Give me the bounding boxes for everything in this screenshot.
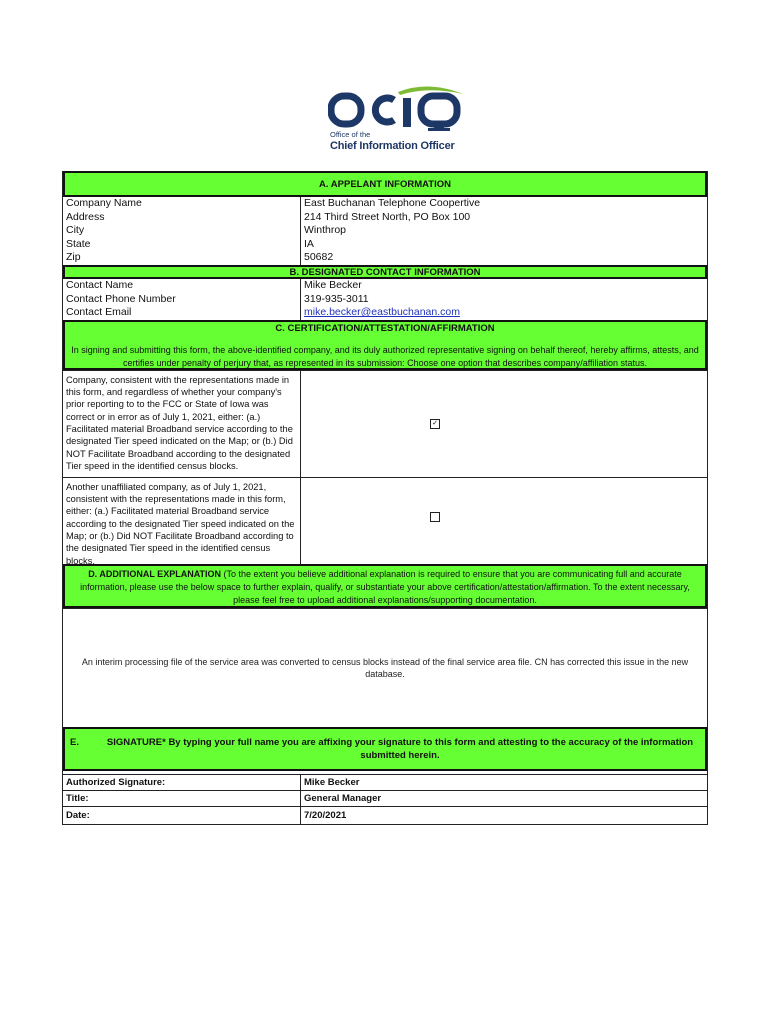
field-label: Zip [63, 251, 301, 265]
field-label: Contact Email [63, 306, 301, 320]
appeal-form [62, 171, 708, 825]
field-value: 319-935-3011 [304, 292, 369, 305]
field-label: Date: [63, 807, 301, 824]
table-row [63, 251, 707, 265]
table-row [63, 197, 707, 211]
ocio-logo [328, 86, 473, 156]
field-value: IA [304, 237, 314, 250]
option-text: Another unaffiliated company, as of July 1, 2021, consistent with the representations made in this form, either: (a.) Facilitated material Broadband service according to the designated Tier speed indicated on the Map; or (b.) Did NOT Facilitate Broadband according to the designated Tier speed in the identified census blocks. [63, 478, 301, 564]
title-field[interactable]: General Manager [304, 792, 382, 804]
contact-email-link[interactable]: mike.becker@eastbuchanan.com [304, 306, 460, 319]
field-value: East Buchanan Telephone Coopertive [304, 197, 481, 209]
explanation-text: An interim processing file of the service area was converted to census blocks instead of the final service area file. CN has corrected this issue in the new database. [81, 656, 689, 680]
section-b-header: B. DESIGNATED CONTACT INFORMATION [63, 265, 707, 279]
option-unaffiliated [63, 477, 707, 564]
table-row [63, 224, 707, 238]
field-label: Title: [63, 791, 301, 806]
table-row [63, 293, 707, 307]
section-d-text: (To the extent you believe additional explanation is required to ensure that you are communicating full and accurate information, please use the below space to further explain, qualify, or substantiate your above certification/attestation/affirmation. To the extent necessary, please feel free to upload additional explanations/supporting documentation. [80, 568, 690, 605]
field-value: Winthrop [304, 224, 347, 237]
table-row [63, 806, 707, 824]
logo-title: Chief Information Officer [330, 140, 455, 152]
table-row [63, 306, 707, 320]
field-value: 214 Third Street North, PO Box 100 [304, 210, 471, 223]
section-e-letter: E. [70, 736, 79, 748]
field-label: Company Name [63, 197, 301, 211]
field-label: Authorized Signature: [63, 775, 301, 790]
option-checkbox-cell [301, 371, 707, 477]
signature-text: SIGNATURE* By typing your full name you are affixing your signature to this form and attesting to the accuracy of the information submitted herein. [106, 736, 694, 761]
certification-text: In signing and submitting this form, the above-identified company, and its duly authorized representative signing on behalf thereof, hereby affirms, attests, and certifies under penalty of perjury that, as represented in its submission: Choose one option that describes company/affiliation status. [71, 344, 699, 368]
date-field[interactable]: 7/20/2021 [304, 809, 347, 821]
option-checkbox-cell [301, 478, 707, 564]
field-label: State [63, 238, 301, 252]
table-row [63, 790, 707, 806]
option-text: Company, consistent with the representations made in this form, and regardless of whether your company's prior reporting to to the FCC or State of Iowa was correct or in error as of July 1, 2021, either: (a.) Facilitated material Broadband service according to the designated Tier speed indicated on the Map; or (b.) Did NOT Facilitate Broadband according to the designated Tier speed in the identified census blocks. [63, 371, 301, 477]
table-row [63, 211, 707, 225]
field-value: 50682 [304, 251, 334, 264]
table-row [63, 774, 707, 790]
section-d-header [63, 564, 707, 608]
logo-subtitle: Office of the [330, 130, 371, 139]
field-label: Contact Name [63, 279, 301, 293]
field-label: City [63, 224, 301, 238]
field-label: Contact Phone Number [63, 293, 301, 307]
option-company [63, 370, 707, 477]
section-e-header [63, 727, 707, 771]
section-c-title: C. CERTIFICATION/ATTESTATION/AFFIRMATION [275, 322, 495, 334]
field-value: Mike Becker [304, 278, 362, 291]
table-row [63, 279, 707, 293]
section-d-title: D. ADDITIONAL EXPLANATION [88, 568, 222, 579]
additional-explanation-field[interactable] [63, 608, 707, 727]
section-c-header [63, 320, 707, 370]
option-unaffiliated-checkbox[interactable] [430, 512, 440, 522]
authorized-signature-field[interactable]: Mike Becker [304, 776, 360, 788]
section-a-header: A. APPELANT INFORMATION [63, 171, 707, 197]
section-a-rows [63, 197, 707, 265]
table-row [63, 238, 707, 252]
ocio-wordmark-icon [328, 86, 468, 132]
field-label: Address [63, 211, 301, 225]
option-company-checkbox[interactable]: ✓ [430, 419, 440, 429]
